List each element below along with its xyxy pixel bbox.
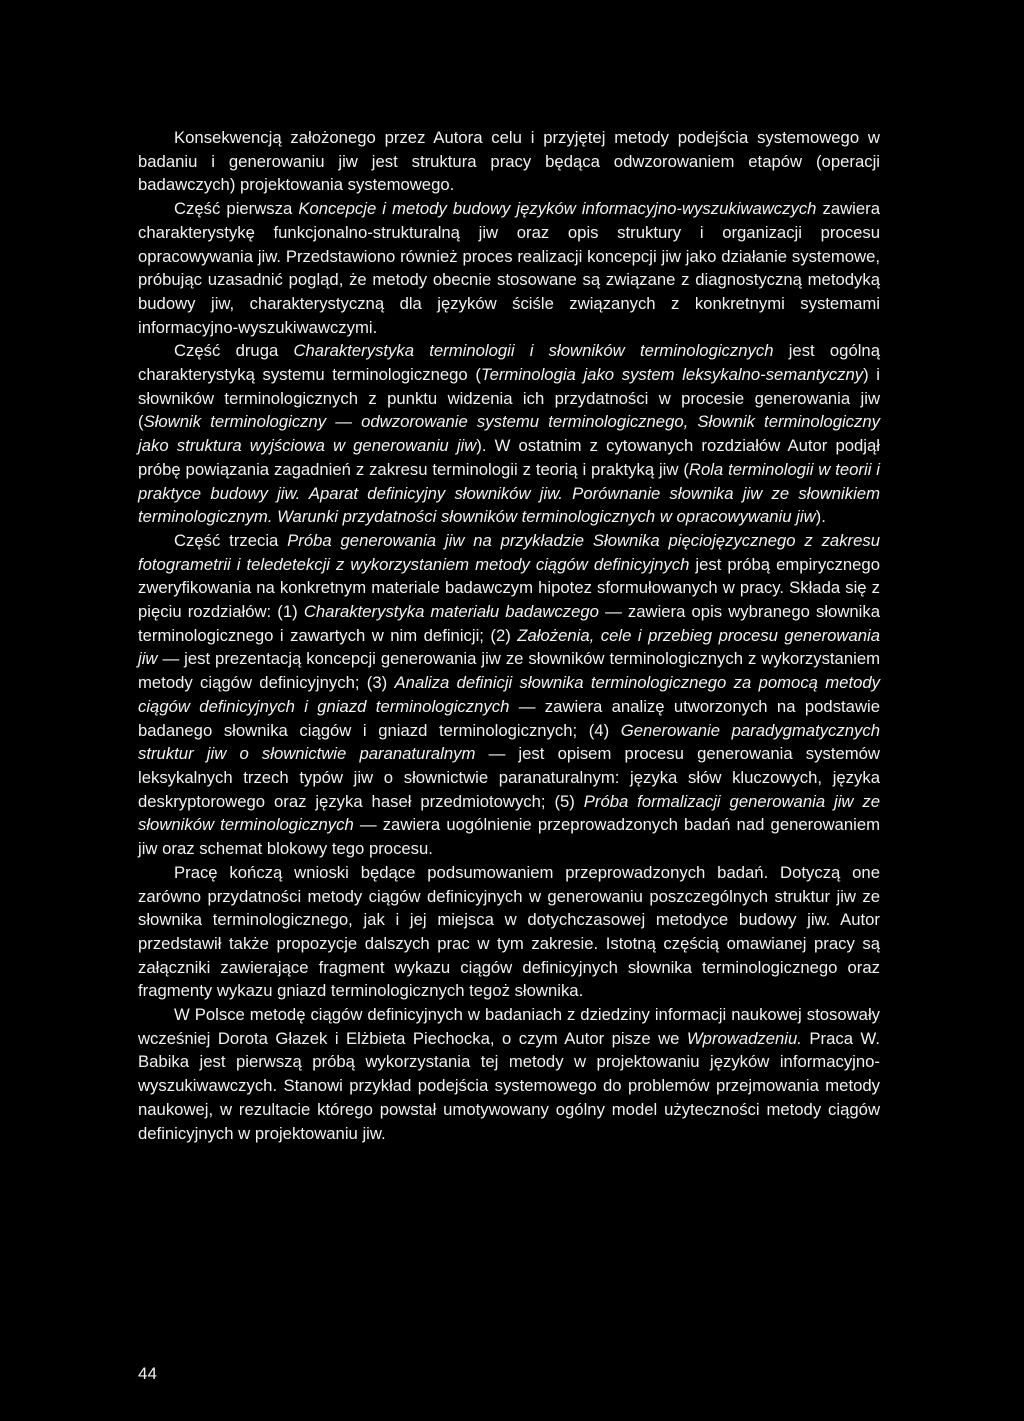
paragraph-4-italic-6: Próba formalizacji generowania jiw ze słowników terminologicznych bbox=[138, 791, 880, 835]
paragraph-5 bbox=[138, 861, 880, 1003]
paragraph-4-italic-5: Generowanie paradygmatycznych struktur jiw o słownictwie paranaturalnym bbox=[138, 720, 880, 764]
paragraph-6-text-2: Praca W. Babika jest pierwszą próbą wykorzystania tej metody w projektowaniu języków informacyjno-wyszukiwawczych. Stanowi przykład podejścia systemowego do problemów przejmowania metody naukowej, w rezultacie którego powstał umotywowany ogólny model użyteczności metody ciągów definicyjnych w projektowaniu jiw. bbox=[138, 1028, 880, 1143]
paragraph-3-text-2: jest ogólną charakterystyką systemu terminologicznego ( bbox=[138, 341, 880, 385]
paragraph-3-italic-3: Słownik terminologiczny — odwzorowanie systemu terminologicznego, Słownik terminologiczny jako struktura wyjściowa w generowaniu jiw bbox=[138, 412, 880, 456]
paragraph-2-text-2: zawiera charakterystykę funkcjonalno-strukturalną jiw oraz opis struktury i organizacji procesu opracowywania jiw. Przedstawiono również proces realizacji koncepcji jiw jako działanie systemowe, próbując uzasadnić pogląd, że metody obecnie stosowane są związane z diagnostyczną metodyką budowy jiw, charakterystyczną dla języków ściśle związanych z konkretnymi systemami informacyjno-wyszukiwawczymi. bbox=[138, 199, 881, 337]
paragraph-4-text-3: — zawiera opis wybranego słownika terminologicznego i zawartych w nim definicji; (2) bbox=[138, 602, 880, 645]
paragraph-4-text-7: — zawiera uogólnienie przeprowadzonych badań nad generowaniem jiw oraz schemat blokowy tego procesu. bbox=[138, 815, 880, 859]
paragraph-3-text-5: ). bbox=[815, 507, 826, 527]
paragraph-1 bbox=[138, 126, 880, 197]
paragraph-5-text: Pracę kończą wnioski będące podsumowaniem przeprowadzonych badań. Dotyczą one zarówno przydatności metody ciągów definicyjnych w generowaniu poszczególnych struktur jiw ze słownika terminologicznego, jak i jej miejsca w dotychczasowej metodyce budowy jiw. Autor przedstawił także propozycje dalszych prac w tym zakresie. Istotną częścią omawianej pracy są załączniki zawierające fragment wykazu ciągów definicyjnych słownika terminologicznego oraz fragmenty wykazu gniazd terminologicznych tegoż słownika. bbox=[138, 862, 880, 1001]
paragraph-6-italic-1: Wprowadzeniu. bbox=[686, 1028, 802, 1048]
paragraph-3-text-1: Część druga bbox=[174, 341, 294, 361]
paragraph-4-italic-4: Analiza definicji słownika terminologicznego za pomocą metody ciągów definicyjnych i gniazd terminologicznych bbox=[138, 673, 880, 716]
paragraph-2-text-1: Część pierwsza bbox=[174, 199, 299, 219]
paragraph-4-text-5: — zawiera analizę utworzonych na podstawie badanego słownika ciągów i gniazd terminologicznych; (4) bbox=[138, 696, 880, 740]
paragraph-4 bbox=[138, 529, 880, 861]
paragraph-4-italic-2: Charakterystyka materiału badawczego bbox=[303, 602, 599, 622]
paragraph-4-text-4: — jest prezentacją koncepcji generowania jiw ze słowników terminologicznych z wykorzystaniem metody ciągów definicyjnych; (3) bbox=[138, 649, 880, 693]
paragraph-3-italic-1: Charakterystyka terminologii i słowników terminologicznych bbox=[293, 341, 774, 361]
paragraph-6-text-1: W Polsce metodę ciągów definicyjnych w badaniach z dziedziny informacji naukowej stosowały wcześniej Dorota Głazek i Elżbieta Piechocka, o czym Autor pisze we bbox=[138, 1005, 880, 1048]
paragraph-3-italic-2: Terminologia jako system leksykalno-semantyczny bbox=[480, 365, 864, 385]
paragraph-2-italic-title: Koncepcje i metody budowy języków informacyjno-wyszukiwawczych bbox=[298, 199, 817, 219]
document-body bbox=[138, 126, 880, 1145]
paragraph-4-italic-1: Próba generowania jiw na przykładzie Słownika pięciojęzycznego z zakresu fotogrametrii i teledetekcji z wykorzystaniem metody ciągów definicyjnych bbox=[138, 530, 880, 574]
paragraph-3-italic-4: Rola terminologii w teorii i praktyce budowy jiw. Aparat definicyjny słowników jiw. Porównanie słownika jiw ze słownikiem terminologicznym. Warunki przydatności słowników terminologicznych w opracowywaniu jiw bbox=[138, 459, 880, 527]
paragraph-1-text: Konsekwencją założonego przez Autora celu i przyjętej metody podejścia systemowego w badaniu i generowaniu jiw jest struktura pracy będąca odwzorowaniem etapów (operacji badawczych) projektowania systemowego. bbox=[138, 128, 880, 195]
page-number: 44 bbox=[138, 1364, 157, 1383]
paragraph-2 bbox=[138, 197, 880, 339]
paragraph-3-text-4: ). W ostatnim z cytowanych rozdziałów Autor podjął próbę powiązania zagadnień z zakresu terminologii z teorią i praktyką jiw ( bbox=[138, 436, 880, 479]
paragraph-4-text-1: Część trzecia bbox=[174, 530, 288, 550]
paragraph-4-italic-3: Założenia, cele i przebieg procesu generowania jiw bbox=[138, 625, 880, 669]
paragraph-3-text-3: ) i słowników terminologicznych z punktu widzenia ich przydatności w procesie generowania jiw ( bbox=[138, 365, 880, 432]
paragraph-6 bbox=[138, 1003, 880, 1145]
paragraph-4-text-2: jest próbą empirycznego zweryfikowania na konkretnym materiale badawczym hipotez sformułowanych w pracy. Składa się z pięciu rozdziałów: (1) bbox=[138, 554, 880, 622]
paragraph-3 bbox=[138, 339, 880, 529]
paragraph-4-text-6: — jest opisem procesu generowania systemów leksykalnych trzech typów jiw o słownictwie paranaturalnym: języka słów kluczowych, języka deskryptorowego oraz języka haseł przedmiotowych; (5) bbox=[138, 744, 880, 811]
